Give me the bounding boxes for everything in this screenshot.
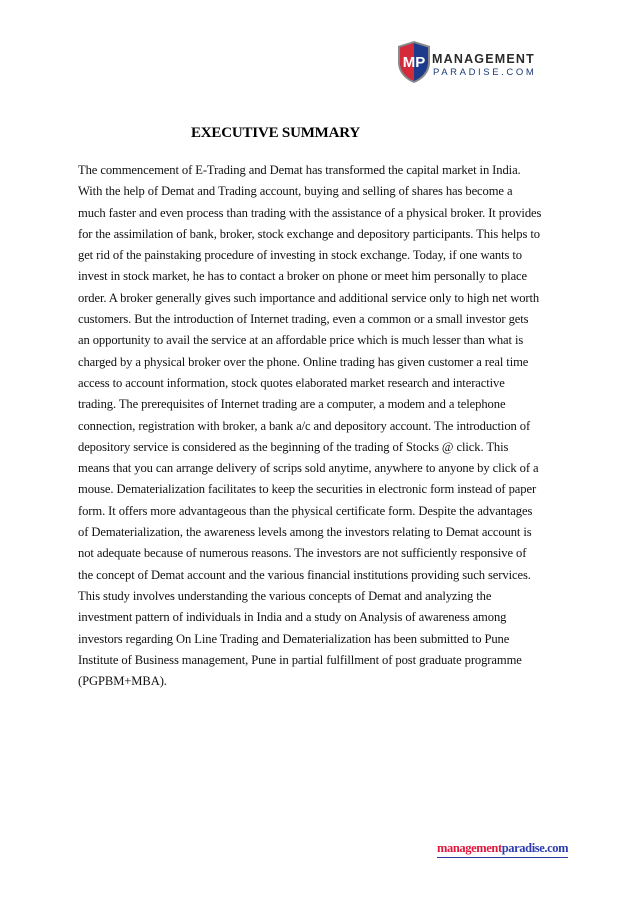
body-line: get rid of the painstaking procedure of investing in stock exchange. Today, if one wants to [78, 248, 522, 263]
body-line: access to account information, stock quotes elaborated market research and interactive [78, 375, 505, 390]
body-line: order. A broker generally gives such importance and additional service only to high net worth [78, 290, 540, 305]
body-line: customers. But the introduction of Internet trading, even a common or a small investor gets [78, 312, 529, 327]
body-line: depository service is considered as the beginning of the trading of Stocks @ click. This [78, 439, 509, 454]
body-line: of Dematerialization, the awareness levels among the investors relating to Demat account is [78, 525, 532, 540]
body-line: The commencement of E-Trading and Demat has transformed the capital market in India. [78, 163, 521, 177]
page-title: EXECUTIVE SUMMARY [191, 125, 360, 141]
footer-website-link[interactable] [437, 841, 568, 858]
body-line: means that you can arrange delivery of scrips sold anytime, anywhere to anyone by click of a [78, 461, 539, 476]
footer-link-part-paradise: paradise.com [501, 841, 569, 855]
body-line: Institute of Business management, Pune in partial fulfillment of post graduate programme [78, 652, 522, 667]
body-line: the concept of Demat account and the various financial institutions providing such services. [78, 567, 531, 582]
body-line: invest in stock market, he has to contact a broker on phone or meet him personally to place [78, 269, 528, 284]
body-line: (PGPBM+MBA). [78, 674, 167, 689]
executive-summary-body [78, 160, 568, 692]
body-line: an opportunity to avail the service at an affordable price which is much lesser than what is [78, 333, 524, 348]
body-line: trading. The prerequisites of Internet trading are a computer, a modem and a telephone [78, 397, 506, 412]
body-line: connection, registration with broker, a bank a/c and depository account. The introduction of [78, 418, 531, 433]
logo-badge-text: MP [402, 54, 426, 71]
body-line: not adequate because of numerous reasons. The investors are not sufficiently responsive of [78, 546, 527, 561]
body-line: investment pattern of individuals in India and a study on Analysis of awareness among [78, 610, 507, 625]
logo-word-management: MANAGEMENT [432, 52, 535, 66]
body-line: form. It offers more advantageous than the physical certificate form. Despite the advantages [78, 503, 533, 518]
body-line: mouse. Dematerialization facilitates to keep the securities in electronic form instead of paper [78, 482, 537, 497]
body-line: for the assimilation of bank, broker, stock exchange and depository participants. This helps to [78, 226, 540, 241]
footer-link-part-management: management [437, 841, 502, 855]
body-line: investors regarding On Line Trading and Dematerialization has been submitted to Pune [78, 631, 510, 646]
logo-word-paradise: PARADISE.COM [433, 67, 537, 78]
management-paradise-logo [396, 40, 576, 90]
body-line: charged by a physical broker over the phone. Online trading has given customer a real time [78, 354, 529, 369]
mp-shield-icon [396, 40, 432, 84]
body-line: This study involves understanding the various concepts of Demat and analyzing the [78, 588, 492, 603]
body-line: With the help of Demat and Trading account, buying and selling of shares has become a [78, 184, 513, 199]
body-line: much faster and even process than trading with the assistance of a physical broker. It provides [78, 205, 542, 220]
